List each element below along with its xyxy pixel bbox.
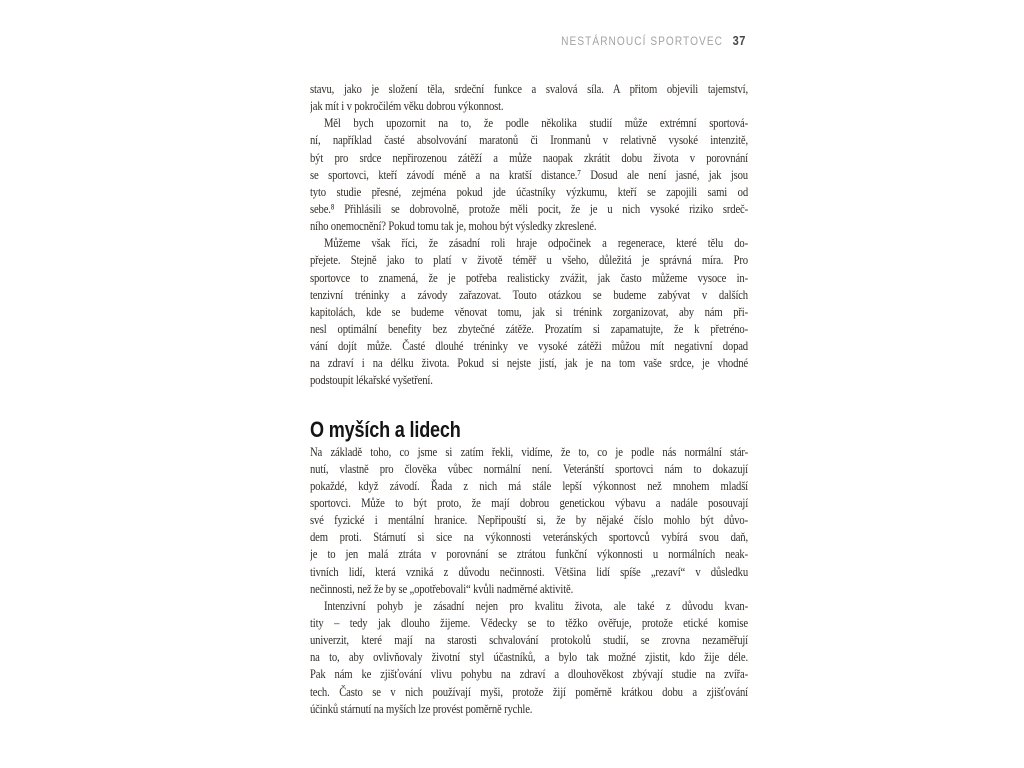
text-line: se sportovci, kteří závodí méně a na kratší distance.⁷ Dosud ale není jasné, jak jsou: [310, 166, 748, 182]
text-line: Můžeme však říci, že zásadní roli hraje odpočinek a regenerace, které tělu do-: [323, 235, 748, 251]
text-line: tech. Často se v nich používají myši, protože žijí poměrně krátkou dobu a zjišťování: [310, 683, 748, 699]
text-line: tity – tedy jak dlouho žijeme. Vědecky se to těžko ověřuje, protože etické komise: [310, 614, 748, 630]
page-number: 37: [732, 34, 746, 48]
text-line: ní, například časté absolvování maratonů či Ironmanů v relativně vysoké intenzitě,: [310, 132, 748, 148]
text-line: Měl bych upozornit na to, že podle několika studií může extrémní sportová-: [323, 115, 748, 131]
text-line: Na základě toho, co jsme si zatím řekli, vidíme, že to, co je podle nás normální stár-: [310, 443, 748, 459]
text-line: přejete. Stejně jako to platí v životě téměř u všeho, důležitá je správná míra. Pro: [310, 252, 748, 268]
text-line: na to, aby ovlivňovaly životní styl účastníků, a bylo tak možné zjistit, kdo žije déle.: [310, 649, 748, 665]
paragraph: [310, 443, 748, 597]
text-line: tyto studie přesné, zejména pokud jde účastníky výzkumu, kteří se zapojili sami od: [310, 183, 748, 199]
text-line: dem proti. Stárnutí si sice na výkonnosti veteránských sportovců vybírá svou daň,: [310, 529, 748, 545]
paragraph: [310, 114, 748, 234]
text-line: vání dojít může. Časté dlouhé tréninky ve vysoké zátěži můžou mít negativní dopad: [310, 338, 748, 354]
text-line: být pro srdce nepřirozenou zátěží a může naopak zkrátit dobu života v porovnání: [310, 149, 748, 165]
paragraph: [310, 80, 748, 114]
paragraph: [310, 597, 748, 717]
section-heading: O myších a lidech: [310, 416, 461, 442]
text-line: je to jen malá ztráta v porovnání se ztrátou funkční výkonnosti u normálních neak-: [310, 546, 748, 562]
text-line: nečinnosti, než že by se „opotřebovali“ kvůli nadměrné aktivitě.: [310, 580, 574, 596]
text-line: sebe.⁸ Přihlásili se dobrovolně, protože měli pocit, že je u nich vysoké riziko srdeč-: [310, 200, 748, 216]
text-line: nutí, vlastně pro člověka vůbec normální není. Veteránští sportovci nám to dokazují: [310, 460, 748, 476]
text-line: své fyzické i mentální hranice. Nepřipouští si, že by nějaké číslo mohlo být důvo-: [310, 512, 748, 528]
text-line: jak mít i v pokročilém věku dobrou výkonnost.: [310, 98, 504, 114]
text-line: stavu, jako je složení těla, srdeční funkce a svalová síla. A přitom objevili tajemství,: [310, 81, 748, 96]
text-line: univerzit, které mají na starosti schvalování protokolů studií, se zrovna nezaměřují: [310, 632, 748, 648]
text-line: pokaždé, když závodí. Řada z nich má stále lepší výkonnost než mnohem mladší: [310, 477, 748, 493]
text-line: účinků stárnutí na myších lze provést poměrně rychle.: [310, 700, 533, 716]
text-line: tivních lidí, která vzniká z důvodu nečinnosti. Většina lidí spíše „rezaví“ v důsledku: [310, 563, 748, 579]
text-line: Pak nám ke zjišťování vlivu pohybu na zdraví a dlouhověkost zbývají studie na zvířa-: [310, 666, 748, 682]
text-line: na zdraví i na délku života. Pokud si nejste jistí, jak je na tom vaše srdce, je vhodné: [310, 355, 748, 371]
text-line: podstoupit lékařské vyšetření.: [310, 372, 433, 388]
text-line: sportovci. Může to být proto, že mají dobrou genetickou výbavu a nadále posouvají: [310, 494, 748, 510]
paragraph: [310, 234, 748, 388]
running-title: NESTÁRNOUCÍ SPORTOVEC: [561, 36, 724, 48]
running-head: [561, 35, 746, 48]
text-line: Intenzivní pohyb je zásadní nejen pro kvalitu života, ale také z důvodu kvan-: [323, 597, 748, 613]
page-content: [310, 80, 748, 717]
text-line: kapitolách, kde se budeme věnovat tomu, jak si trénink zorganizovat, aby nám při-: [310, 303, 748, 319]
text-line: sportovce to znamená, že je potřeba realisticky zvážit, jak často můžeme vysoce in-: [310, 269, 748, 285]
text-line: tenzivní tréninky a závody zařazovat. Touto otázkou se budeme zabývat v dalších: [310, 286, 748, 302]
text-line: nesl optimální benefity bez zbytečné zátěže. Prozatím si zapamatujte, že k přetréno-: [310, 320, 748, 336]
text-line: ního onemocnění? Pokud tomu tak je, mohou být výsledky zkreslené.: [310, 218, 597, 234]
